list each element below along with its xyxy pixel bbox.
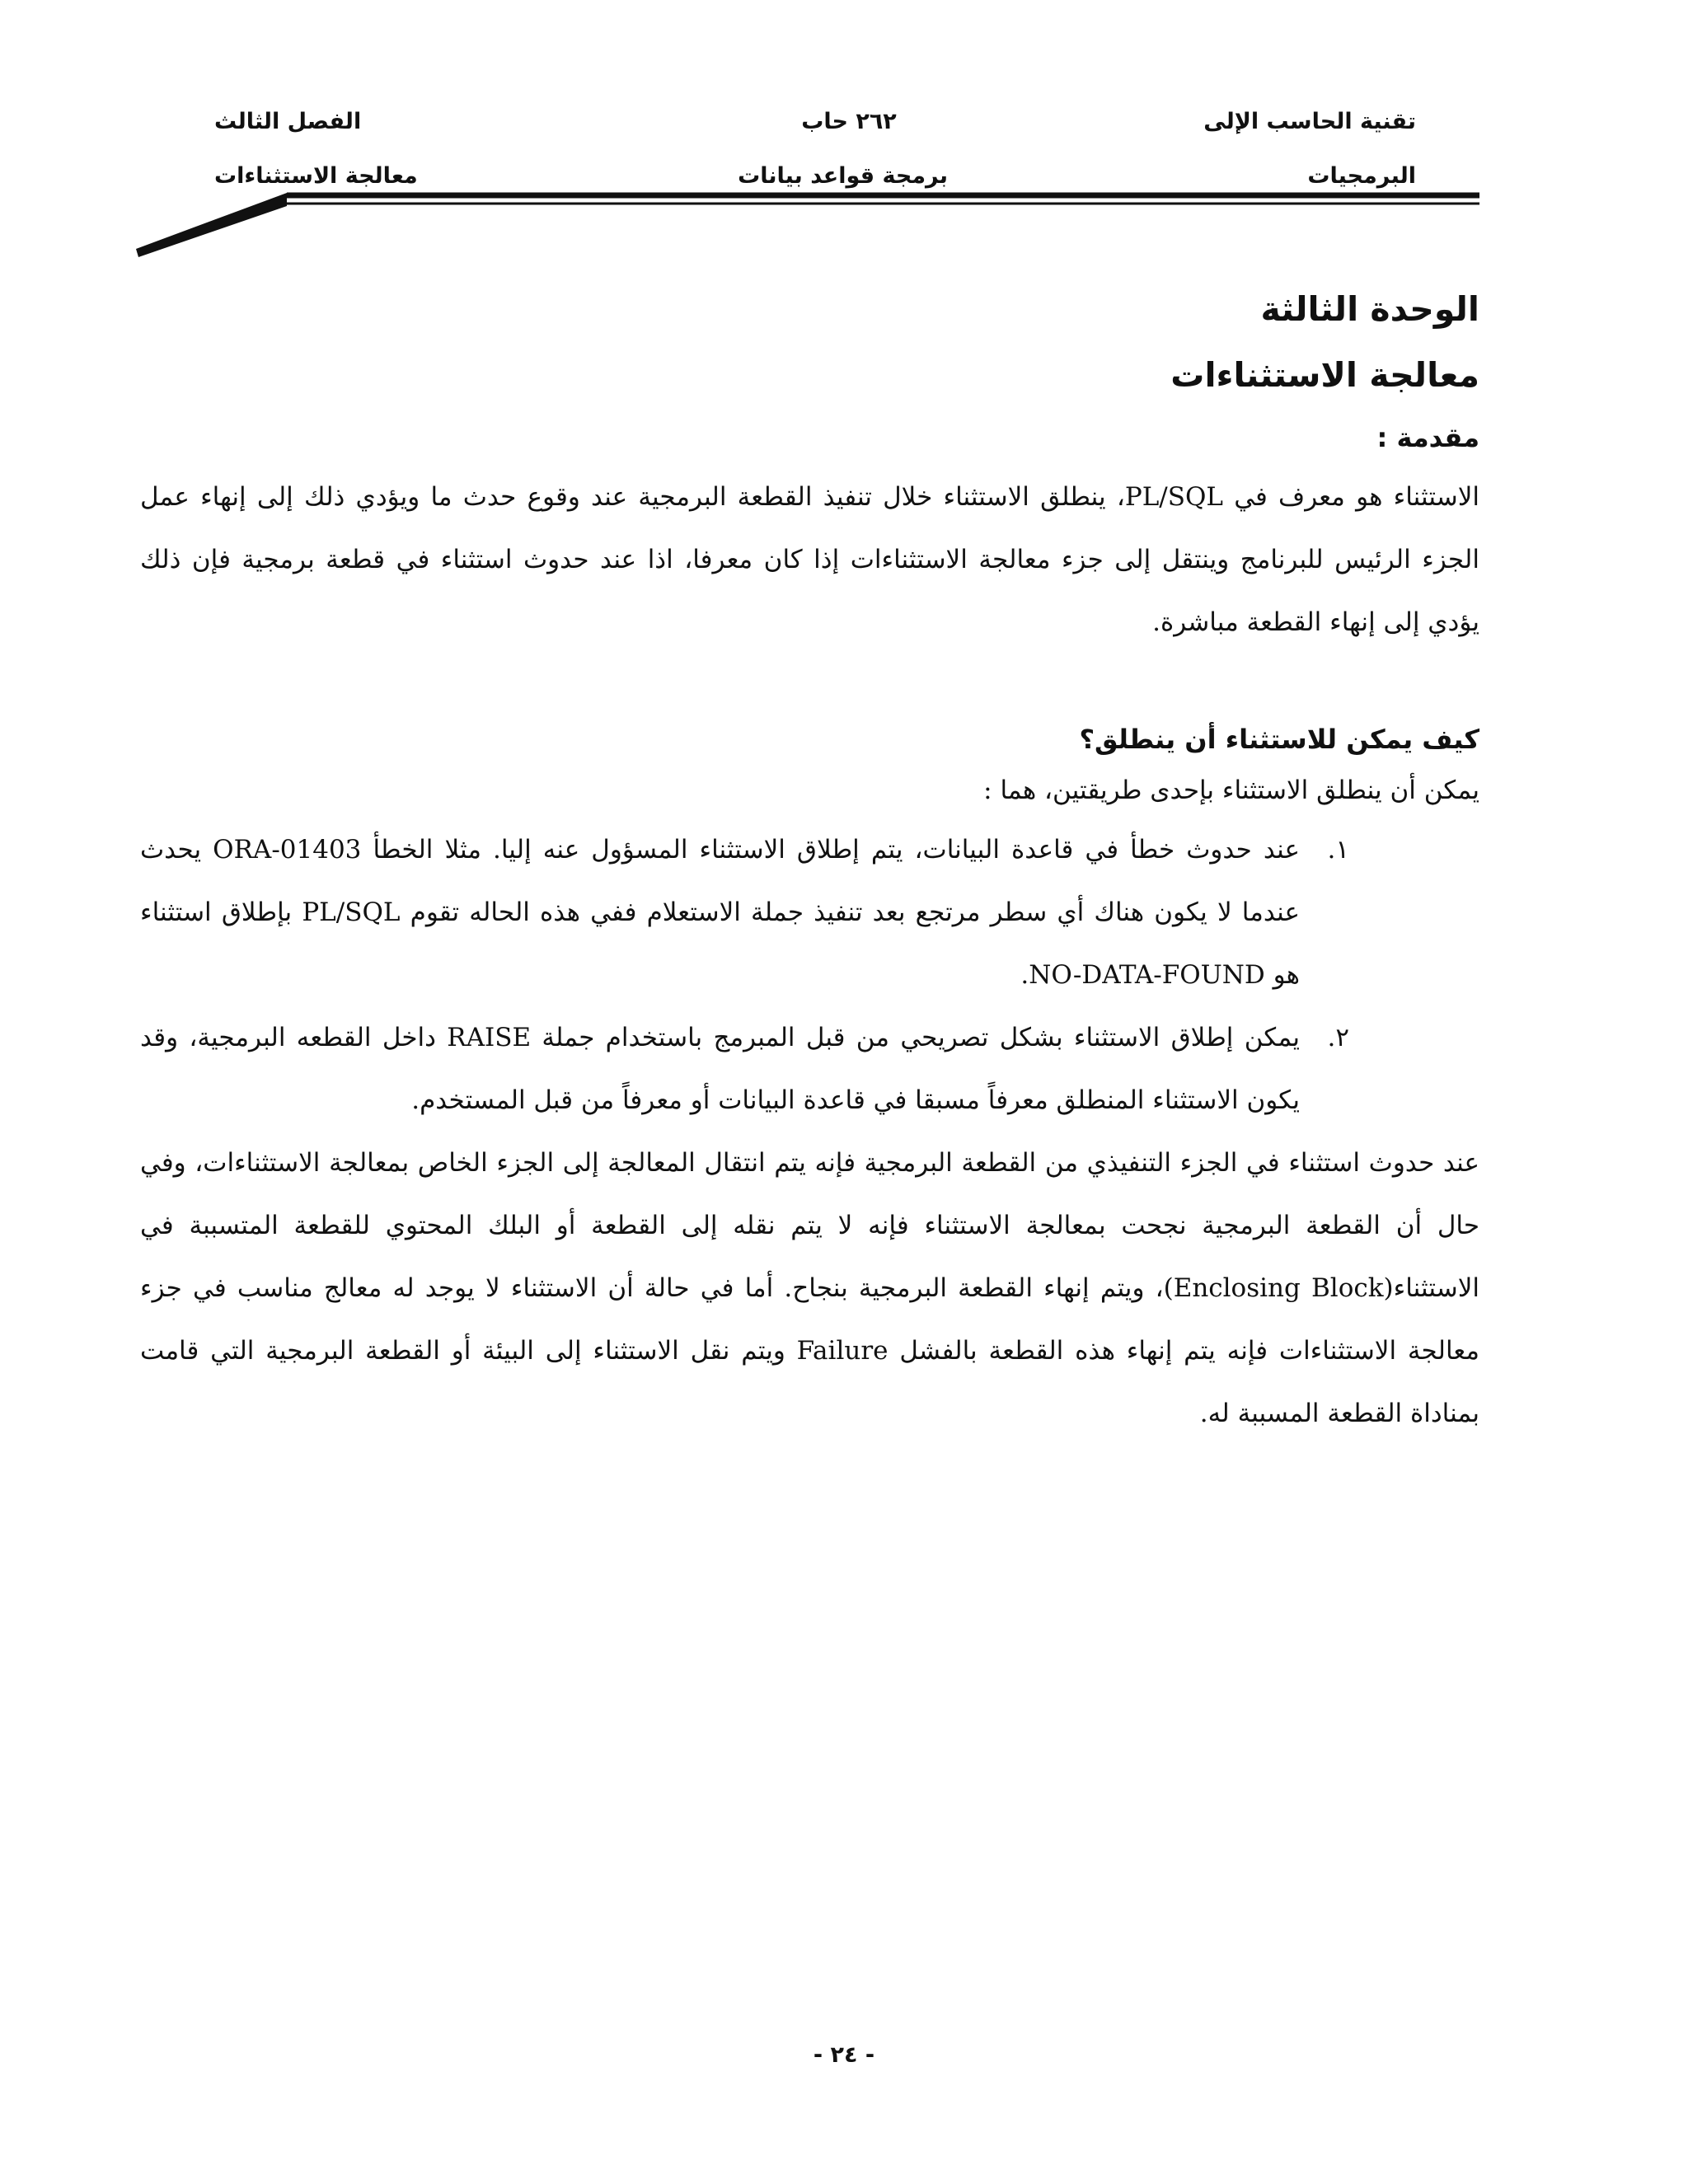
section-heading: كيف يمكن للاستثناء أن ينطلق؟ [1079, 724, 1479, 755]
methods-list [140, 818, 1479, 1132]
header-department: تقنية الحاسب الإلى [1203, 109, 1416, 134]
header-chapter-title: معالجة الاستثناءات [214, 163, 418, 189]
page-body [140, 284, 1479, 1445]
unit-title: الوحدة الثالثة [1260, 289, 1479, 329]
list-item-number: ٢. [1327, 1023, 1349, 1052]
list-item [140, 818, 1479, 1006]
header-course-name: برمجة قواعد بيانات [738, 163, 948, 189]
header-rule [0, 0, 1688, 264]
page-number: - ٢٤ - [813, 2042, 875, 2068]
chapter-title: معالجة الاستثناءات [1170, 355, 1479, 395]
list-item-text: عند حدوث خطأ في قاعدة البيانات، يتم إطلاق الاستثناء المسؤول عنه إليا. مثلا الخطأ ORA-01403 يحدث عندما لا يكون هناك أي سطر مرتجع بعد تنفيذ جملة الاستعلام ففي هذه الحاله تقوم PL/SQL بإطلاق استثناء هو NO-DATA-FOUND. [140, 835, 1300, 990]
intro-paragraph: الاستثناء هو معرف في PL/SQL، ينطلق الاستثناء خلال تنفيذ القطعة البرمجية عند وقوع حدث ما ويؤدي ذلك إلى إنهاء عمل الجزء الرئيس للبرنامج وينتقل إلى جزء معالجة الاستثناءات إذا كان معرفا، اذا عند حدوث استثناء في قطعة برمجية فإن ذلك يؤدي إلى إنهاء القطعة مباشرة. [140, 482, 1479, 637]
list-item-text: يمكن إطلاق الاستثناء بشكل تصريحي من قبل المبرمج باستخدام جملة RAISE داخل القطعه البرمجية، وقد يكون الاستثناء المنطلق معرفاً مسبقا في قاعدة البيانات أو معرفاً من قبل المستخدم. [140, 1023, 1300, 1115]
section-lead: يمكن أن ينطلق الاستثناء بإحدى طريقتين، هما : [983, 776, 1479, 805]
page-header [0, 0, 1688, 264]
header-chapter: الفصل الثالث [214, 109, 362, 134]
list-item-number: ١. [1327, 835, 1349, 865]
header-course-code: ٢٦٢ حاب [801, 109, 897, 134]
closing-paragraph: عند حدوث استثناء في الجزء التنفيذي من القطعة البرمجية فإنه يتم انتقال المعالجة إلى الجزء الخاص بمعالجة الاستثناءات، وفي حال أن القطعة البرمجية نجحت بمعالجة الاستثناء فإنه لا يتم نقله إلى القطعة أو البلك المحتوي للقطعة المتسببة في الاستثناء(Enclosing Block)، ويتم إنهاء القطعة البرمجية بنجاح. أما في حالة أن الاستثناء لا يوجد له معالج مناسب في جزء معالجة الاستثناءات فإنه يتم إنهاء هذه القطعة بالفشل Failure ويتم نقل الاستثناء إلى البيئة أو القطعة البرمجية التي قامت بمناداة القطعة المسببة له. [140, 1148, 1479, 1428]
intro-heading: مقدمة : [1376, 422, 1479, 453]
list-item [140, 1006, 1479, 1132]
header-specialty: البرمجيات [1307, 163, 1416, 189]
